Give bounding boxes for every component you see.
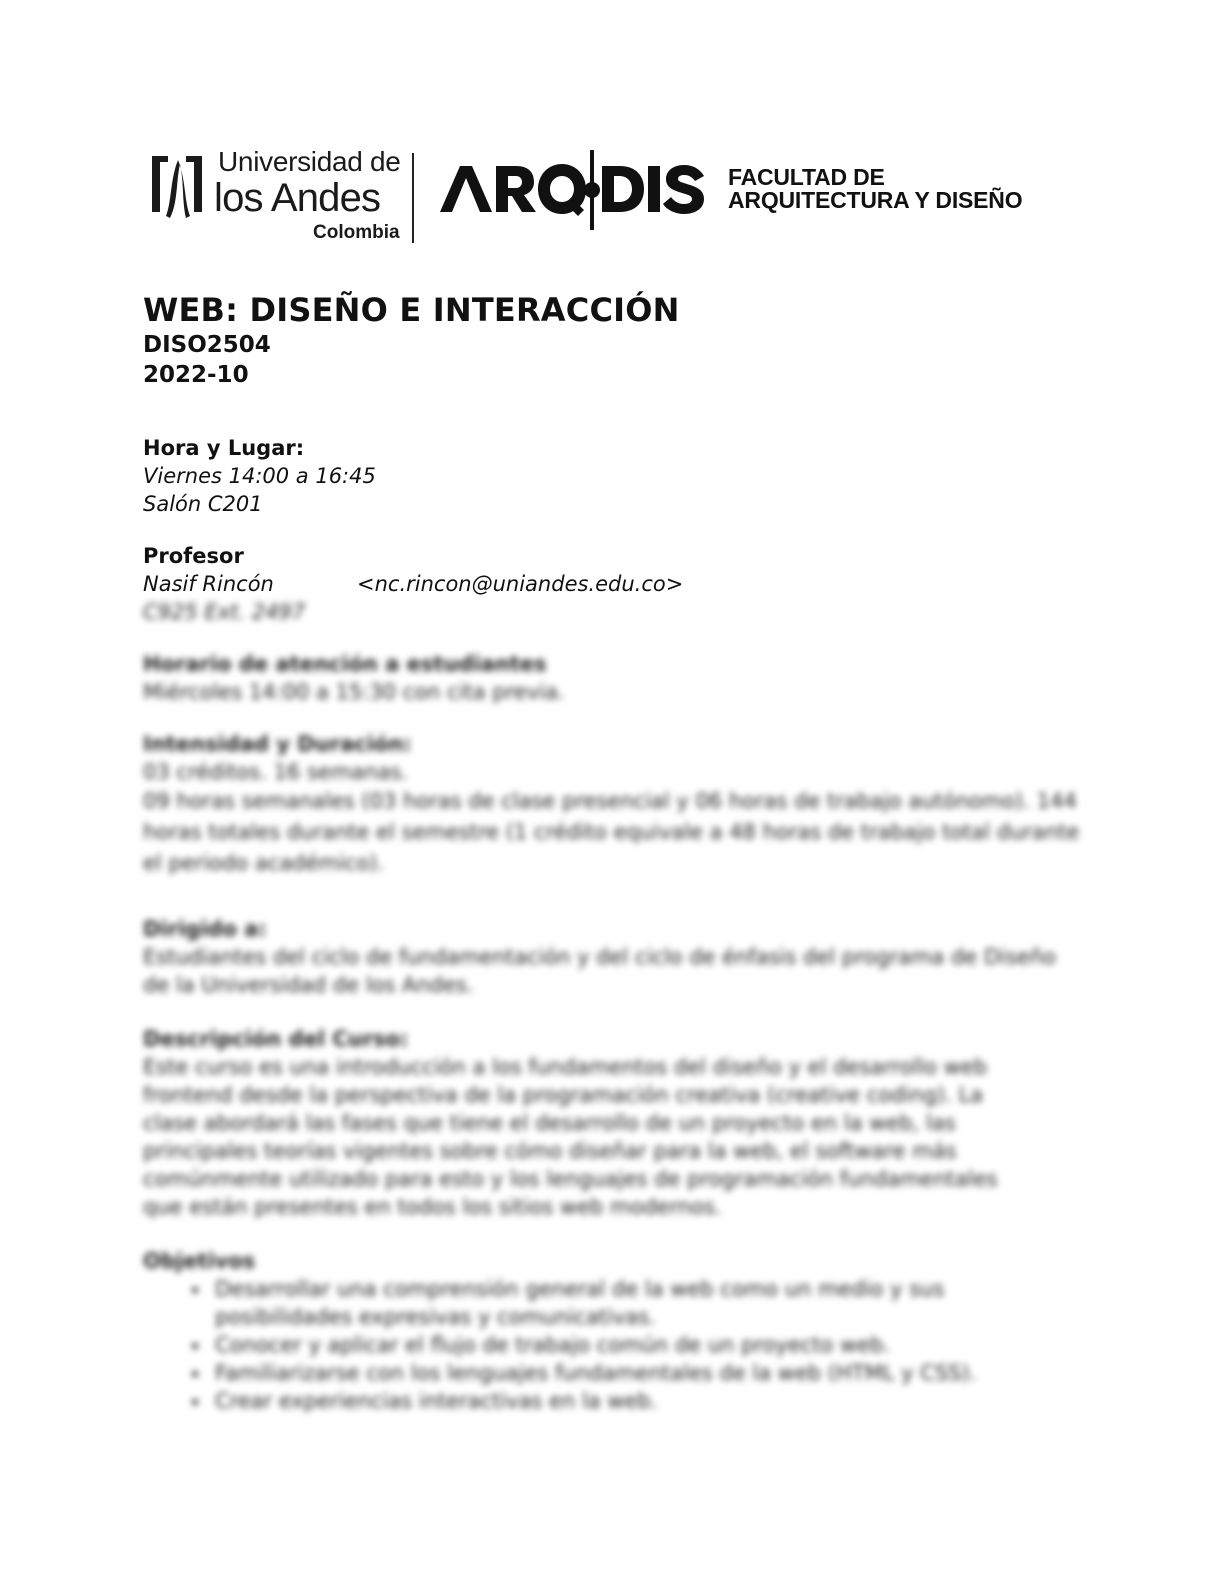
audience-section (143, 915, 1083, 999)
faculty-name (728, 166, 1078, 212)
university-logo (148, 146, 401, 246)
professor-section (143, 542, 1083, 626)
faculty-line-1: FACULTAD DE (728, 164, 885, 190)
audience-label: Dirigido a: (143, 917, 267, 941)
intensity-credits: 03 créditos. 16 semanas. (143, 760, 408, 784)
schedule-time: Viernes 14:00 a 16:45 (143, 464, 376, 488)
university-country: Colombia (313, 222, 400, 243)
logo-divider (412, 153, 414, 243)
office-hours-section (143, 650, 1083, 706)
description-text: Este curso es una introducción a los fundamentos del diseño y el desarrollo web frontend desde la perspectiva de la programación creativa (creative coding). La clase abordará las fases que tiene el desarrollo de un proyecto en la web, las principales teorías vigentes sobre cómo diseñar para la web, el software más comúnmente utilizado para esto y los lenguajes de programación fundamentales que están presentes en todos los sitios web modernos. (143, 1055, 998, 1219)
professor-email[interactable]: <nc.rincon@uniandes.edu.co> (357, 572, 684, 596)
objectives-list (143, 1275, 1083, 1415)
course-code: DISO2504 (143, 332, 271, 358)
intensity-hours: 09 horas semanales (03 horas de clase presencial y 06 horas de trabajo autónomo). 144 horas totales durante el semestre (1 crédito equivale a 48 horas de trabajo total durante el periodo académico). (143, 789, 1080, 875)
schedule-section (143, 434, 1083, 518)
objectives-section (143, 1247, 1083, 1415)
university-emblem-icon (148, 150, 208, 222)
course-term: 2022-10 (143, 362, 249, 388)
objective-item: • Desarrollar una comprensión general de la web como un medio y sus posibilidades expresivas y comunicativas. (211, 1275, 1083, 1331)
description-section (143, 1025, 1083, 1221)
description-label: Descripción del Curso: (143, 1027, 409, 1051)
professor-label: Profesor (143, 544, 244, 568)
office-hours-label: Horario de atención a estudiantes (143, 652, 547, 676)
intensity-section (143, 730, 1083, 879)
professor-office: C925 Ext. 2497 (143, 600, 306, 624)
objective-item: • Crear experiencias interactivas en la web. (211, 1387, 1083, 1415)
audience-text: Estudiantes del ciclo de fundamentación y del ciclo de énfasis del programa de Diseño de la Universidad de los Andes. (143, 945, 1056, 997)
objective-item: • Familiarizarse con los lenguajes fundamentales de la web (HTML y CSS). (211, 1359, 1083, 1387)
objectives-label: Objetivos (143, 1249, 256, 1273)
office-hours-text: Miércoles 14:00 a 15:30 con cita previa. (143, 680, 565, 704)
professor-name: Nasif Rincón (143, 572, 274, 596)
arqdis-logo (440, 150, 710, 230)
professor-row (143, 570, 1083, 598)
schedule-room: Salón C201 (143, 492, 263, 516)
course-title: WEB: DISEÑO E INTERACCIÓN (143, 291, 680, 329)
objective-item: • Conocer y aplicar el flujo de trabajo común de un proyecto web. (211, 1331, 1083, 1359)
faculty-line-2: ARQUITECTURA Y DISEÑO (728, 187, 1023, 213)
syllabus-content (143, 290, 1083, 1415)
university-name-line2: los Andes (214, 176, 381, 220)
schedule-label: Hora y Lugar: (143, 436, 305, 460)
university-name-line1: Universidad de (218, 146, 401, 177)
intensity-label: Intensidad y Duración: (143, 732, 412, 756)
